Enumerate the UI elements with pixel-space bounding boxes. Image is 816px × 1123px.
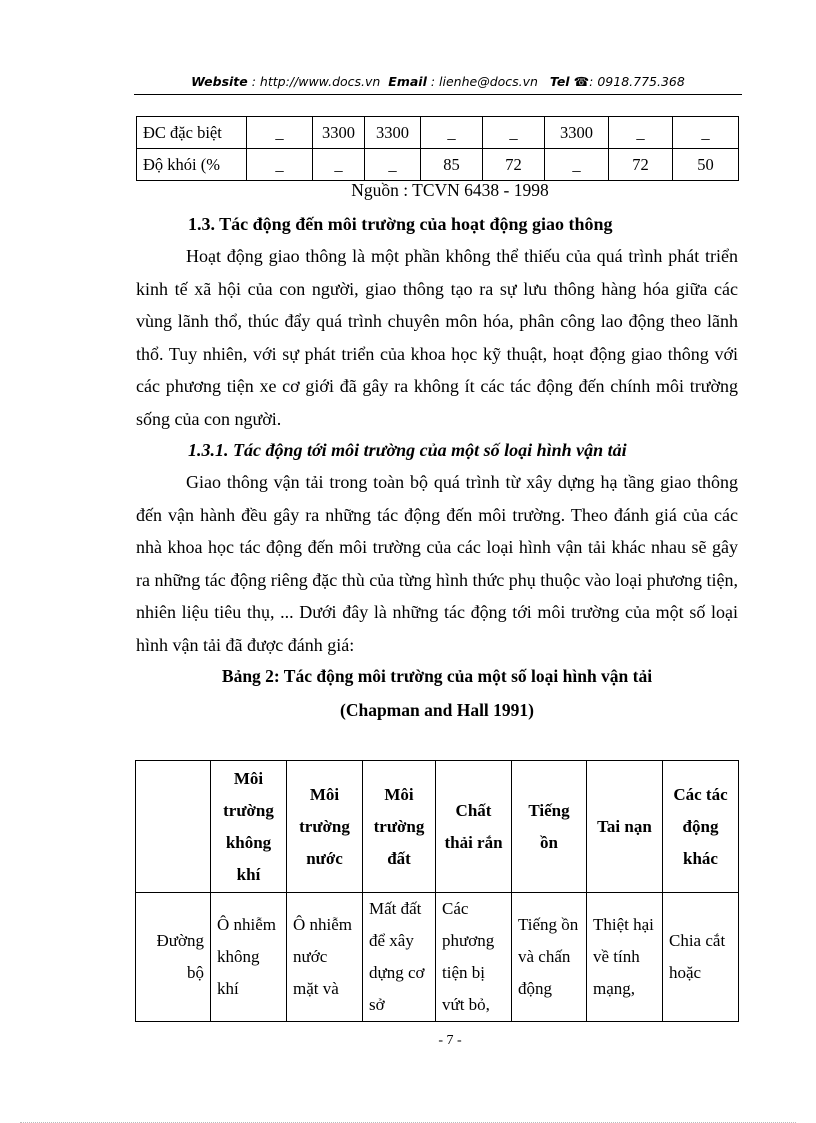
table-cell: _ [673, 117, 739, 149]
table-cell: _ [483, 117, 545, 149]
header-cell: Môi trường nước [287, 761, 363, 893]
table-cell: _ [247, 117, 313, 149]
table-cell: 3300 [365, 117, 421, 149]
table-cell: Thiệt hại về tính mạng, [587, 893, 663, 1022]
paragraph-text: Giao thông vận tải trong toàn bộ quá trình từ xây dựng hạ tầng giao thông đến vận hành đều gây ra những tác động đến môi trường. Theo đánh giá của các nhà khoa học tác động đến môi trường của các loại hình vận tải khác nhau sẽ gây ra những tác động riêng đặc thù của từng hình thức phụ thuộc vào loại phương tiện, nhiên liệu tiêu thụ, ... Dưới đây là những tác động tới môi trường của một số loại hình vận tải đã được đánh giá: [136, 472, 738, 655]
table-cell: _ [421, 117, 483, 149]
header-cell: Môi trường đất [363, 761, 436, 893]
table-caption: Bảng 2: Tác động môi trường của một số loại hình vận tải [221, 666, 653, 686]
email-label: Email [388, 74, 427, 89]
row-label: Đường bộ [136, 893, 211, 1022]
table-cell: Chia cắt hoặc [663, 893, 739, 1022]
phone-icon: ☎ [573, 74, 590, 89]
header-cell [136, 761, 211, 893]
table-cell: 72 [483, 149, 545, 181]
transport-impact-table [135, 760, 739, 1022]
header-cell: Môi trường không khí [211, 761, 287, 893]
table-cell: 50 [673, 149, 739, 181]
table-header-row [136, 761, 739, 893]
paragraph-1 [136, 240, 738, 435]
row-label: Độ khói (% [137, 149, 247, 181]
page-number: - 7 - [438, 1033, 462, 1048]
table-caption-source: (Chapman and Hall 1991) [340, 700, 534, 720]
table-cell: _ [545, 149, 609, 181]
website-value: : http://www.docs.vn [251, 74, 381, 89]
table-cell: 3300 [313, 117, 365, 149]
table-cell: _ [313, 149, 365, 181]
paragraph-text: Hoạt động giao thông là một phần không thể thiếu của quá trình phát triển kinh tế xã hội của con người, giao thông tạo ra sự lưu thông hàng hóa giữa các vùng lãnh thổ, thúc đẩy quá trình chuyên môn hóa, phân công lao động theo lãnh thổ. Tuy nhiên, với sự phát triển của khoa học kỹ thuật, hoạt động giao thông với các phương tiện xe cơ giới đã gây ra không ít các tác động đến chính môi trường sống của con người. [136, 246, 738, 429]
table-cell: _ [247, 149, 313, 181]
table-cell: Mất đất để xây dựng cơ sở [363, 893, 436, 1022]
emission-table [136, 116, 739, 181]
section-heading-1-3: 1.3. Tác động đến môi trường của hoạt động giao thông [188, 214, 613, 234]
table-cell: Ô nhiễm không khí [211, 893, 287, 1022]
table-cell: 85 [421, 149, 483, 181]
tel-label: Tel [549, 74, 570, 89]
email-value: : lienhe@docs.vn [430, 74, 538, 89]
table-cell: _ [365, 149, 421, 181]
table-row [137, 149, 739, 181]
table-cell: 72 [609, 149, 673, 181]
row-label: ĐC đặc biệt [137, 117, 247, 149]
header-cell: Tai nạn [587, 761, 663, 893]
page-header [134, 74, 742, 95]
paragraph-2 [136, 466, 738, 661]
header-cell: Các tác động khác [663, 761, 739, 893]
section-heading-1-3-1: 1.3.1. Tác động tới môi trường của một số loại hình vận tải [188, 440, 627, 460]
website-label: Website [191, 74, 248, 89]
table-row [137, 117, 739, 149]
table-source: Nguồn : TCVN 6438 - 1998 [351, 180, 549, 200]
header-cell: Chất thải rắn [436, 761, 512, 893]
table-cell: Ô nhiễm nước mặt và [287, 893, 363, 1022]
tel-value: : 0918.775.368 [589, 74, 685, 89]
header-cell: Tiếng ồn [512, 761, 587, 893]
table-row [136, 893, 739, 1022]
table-cell: 3300 [545, 117, 609, 149]
table-cell: _ [609, 117, 673, 149]
table-cell: Tiếng ồn và chấn động [512, 893, 587, 1022]
table-cell: Các phương tiện bị vứt bỏ, [436, 893, 512, 1022]
